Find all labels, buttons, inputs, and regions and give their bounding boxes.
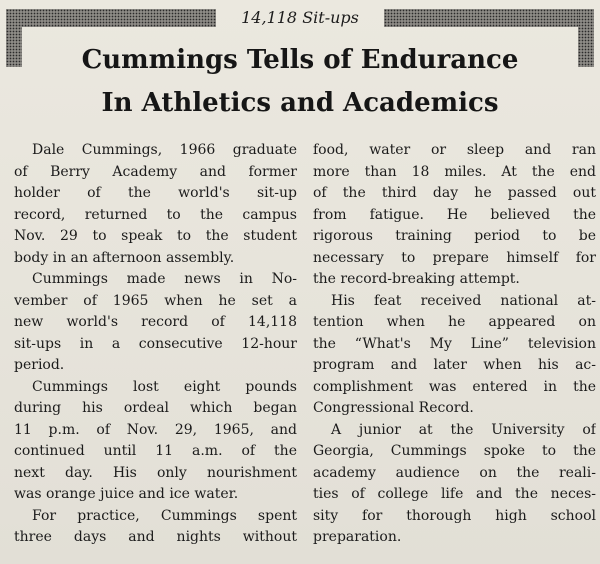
- text-line: new world's record of 14,118: [14, 314, 297, 330]
- text-line: food, water or sleep and ran: [313, 142, 596, 158]
- text-line: record, returned to the campus: [14, 206, 297, 223]
- text-line: Cummings made news in No-: [32, 271, 297, 287]
- text-line: 11 p.m. of Nov. 29, 1965, and: [14, 421, 297, 438]
- text-line: was orange juice and ice water.: [14, 486, 239, 502]
- text-line: next day. His only nourishment: [14, 464, 297, 481]
- text-line: Cummings lost eight pounds: [32, 378, 297, 395]
- text-line: during his ordeal which began: [14, 400, 297, 416]
- text-line: sit-ups in a consecutive 12-hour: [14, 335, 297, 352]
- kicker: 14,118 Sit-ups: [241, 8, 359, 27]
- text-line: from fatigue. He believed the: [313, 206, 596, 223]
- text-line: Dale Cummings, 1966 graduate: [32, 142, 297, 158]
- text-line: more than 18 miles. At the end: [313, 163, 596, 180]
- text-line: holder of the world's sit-up: [14, 185, 297, 201]
- text-line: preparation.: [313, 529, 402, 545]
- text-line: A junior at the University of: [331, 421, 596, 438]
- article-column-left: [14, 140, 297, 549]
- text-line: of Berry Academy and former: [14, 163, 297, 180]
- text-line: His feat received national at-: [331, 292, 596, 309]
- text-line: of the third day he passed out: [313, 185, 596, 201]
- halftone-frame-top-right: [384, 9, 594, 27]
- text-line: academy audience on the reali-: [313, 464, 596, 481]
- text-line: body in an afternoon assembly.: [14, 249, 235, 266]
- text-line: program and later when his ac-: [313, 357, 596, 373]
- text-line: rigorous training period to be: [313, 228, 596, 244]
- halftone-frame-top-left: [6, 9, 216, 27]
- text-line: necessary to prepare himself for: [313, 249, 596, 266]
- text-line: three days and nights without: [14, 529, 297, 545]
- text-line: For practice, Cummings spent: [32, 507, 297, 524]
- text-line: period.: [14, 357, 65, 373]
- text-line: the “What's My Line” television: [313, 335, 596, 352]
- text-line: the record-breaking attempt.: [313, 271, 520, 287]
- headline-line-2: In Athletics and Academics: [101, 88, 499, 118]
- text-line: complishment was entered in the: [313, 378, 596, 395]
- text-line: Georgia, Cummings spoke to the: [313, 443, 596, 459]
- text-line: continued until 11 a.m. of the: [14, 443, 297, 459]
- halftone-frame-side-right: [578, 9, 594, 67]
- article-column-right: [313, 140, 596, 549]
- halftone-frame-side-left: [6, 9, 22, 67]
- text-line: tention when he appeared on: [313, 314, 596, 330]
- text-line: ties of college life and the neces-: [313, 486, 596, 502]
- text-line: vember of 1965 when he set a: [14, 292, 297, 309]
- headline-line-1: Cummings Tells of Endurance: [81, 45, 519, 75]
- text-line: Nov. 29 to speak to the student: [14, 228, 297, 244]
- text-line: sity for thorough high school: [313, 507, 596, 524]
- text-line: Congressional Record.: [313, 400, 474, 416]
